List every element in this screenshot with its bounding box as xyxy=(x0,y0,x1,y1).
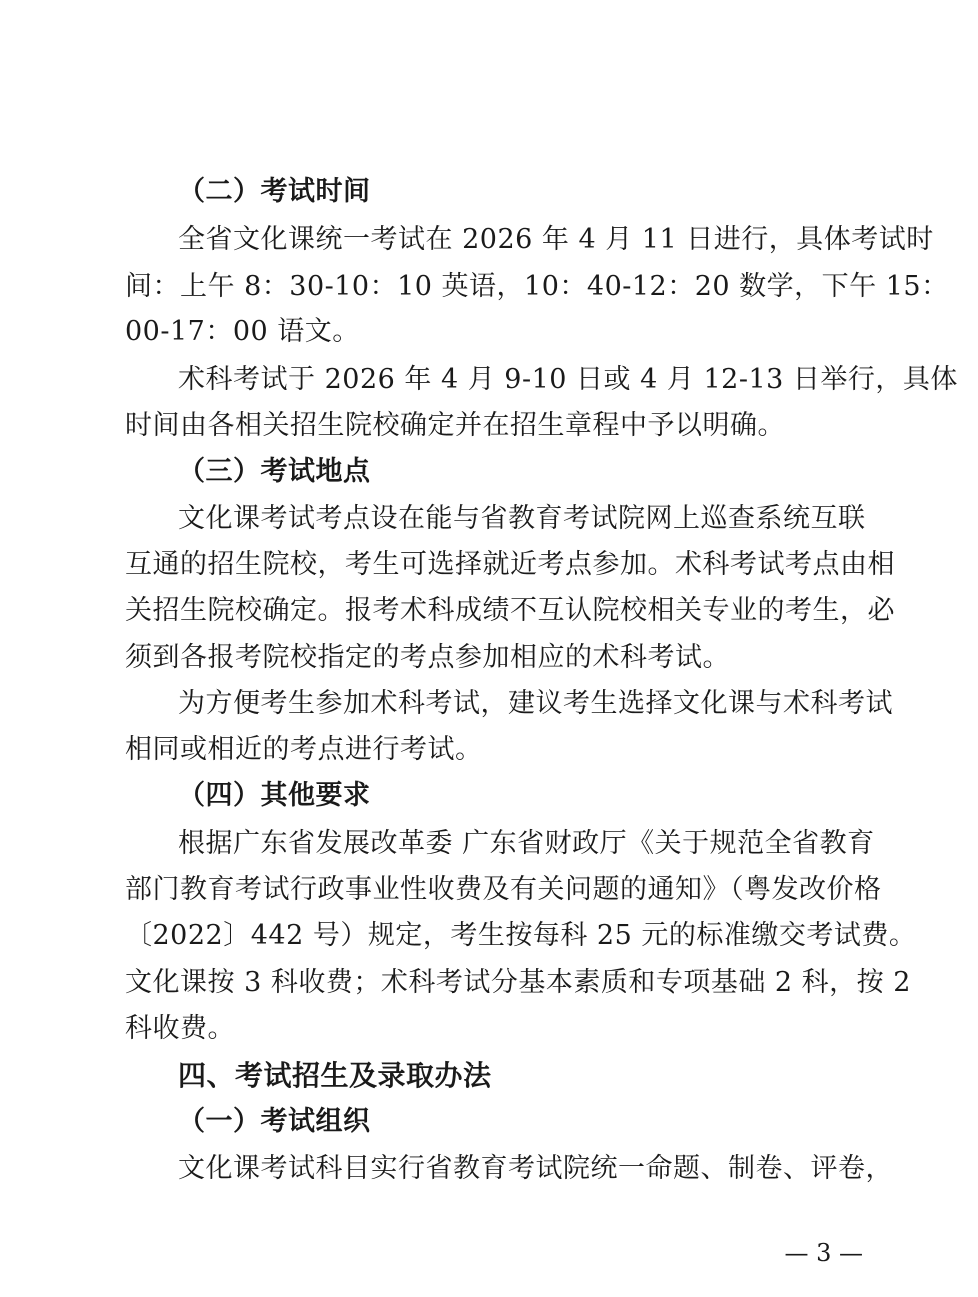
exam-place-paragraph-line: 关招生院校确定。报考术科成绩不互认院校相关专业的考生，必 xyxy=(125,595,895,626)
exam-time-paragraph-line: 00-17：00 语文。 xyxy=(125,316,360,347)
other-requirements-paragraph-line: 科收费。 xyxy=(125,1013,235,1044)
exam-time-paragraph-line: 全省文化课统一考试在 2026 年 4 月 11 日进行，具体考试时 xyxy=(178,224,934,255)
exam-time-heading: （二）考试时间 xyxy=(178,176,371,207)
other-requirements-paragraph-line: 根据广东省发展改革委 广东省财政厅《关于规范全省教育 xyxy=(178,828,875,859)
exam-organization-heading: （一）考试组织 xyxy=(178,1106,371,1137)
exam-organization-paragraph-line: 文化课考试科目实行省教育考试院统一命题、制卷、评卷， xyxy=(178,1153,893,1184)
exam-place-heading: （三）考试地点 xyxy=(178,456,371,487)
practical-exam-paragraph-line: 术科考试于 2026 年 4 月 9-10 日或 4 月 12-13 日举行，具体 xyxy=(178,364,958,395)
other-requirements-paragraph-line: 文化课按 3 科收费；术科考试分基本素质和专项基础 2 科，按 2 xyxy=(125,967,911,998)
exam-place-suggestion-line: 相同或相近的考点进行考试。 xyxy=(125,734,483,765)
other-requirements-paragraph-line: 〔2022〕442 号）规定，考生按每科 25 元的标准缴交考试费。 xyxy=(125,920,917,951)
exam-place-suggestion-line: 为方便考生参加术科考试，建议考生选择文化课与术科考试 xyxy=(178,688,893,719)
exam-place-paragraph-line: 须到各报考院校指定的考点参加相应的术科考试。 xyxy=(125,642,730,673)
other-requirements-paragraph-line: 部门教育考试行政事业性收费及有关问题的通知》（粤发改价格 xyxy=(125,874,882,905)
exam-place-paragraph-line: 互通的招生院校，考生可选择就近考点参加。术科考试考点由相 xyxy=(125,549,895,580)
exam-time-paragraph-line: 间：上午 8：30-10：10 英语，10：40-12：20 数学，下午 15： xyxy=(125,271,949,302)
page-number: — 3 — xyxy=(784,1239,863,1267)
practical-exam-paragraph-line: 时间由各相关招生院校确定并在招生章程中予以明确。 xyxy=(125,410,785,441)
other-requirements-heading: （四）其他要求 xyxy=(178,780,371,811)
section-four-heading: 四、考试招生及录取办法 xyxy=(178,1059,492,1092)
exam-place-paragraph-line: 文化课考试考点设在能与省教育考试院网上巡查系统互联 xyxy=(178,503,866,534)
